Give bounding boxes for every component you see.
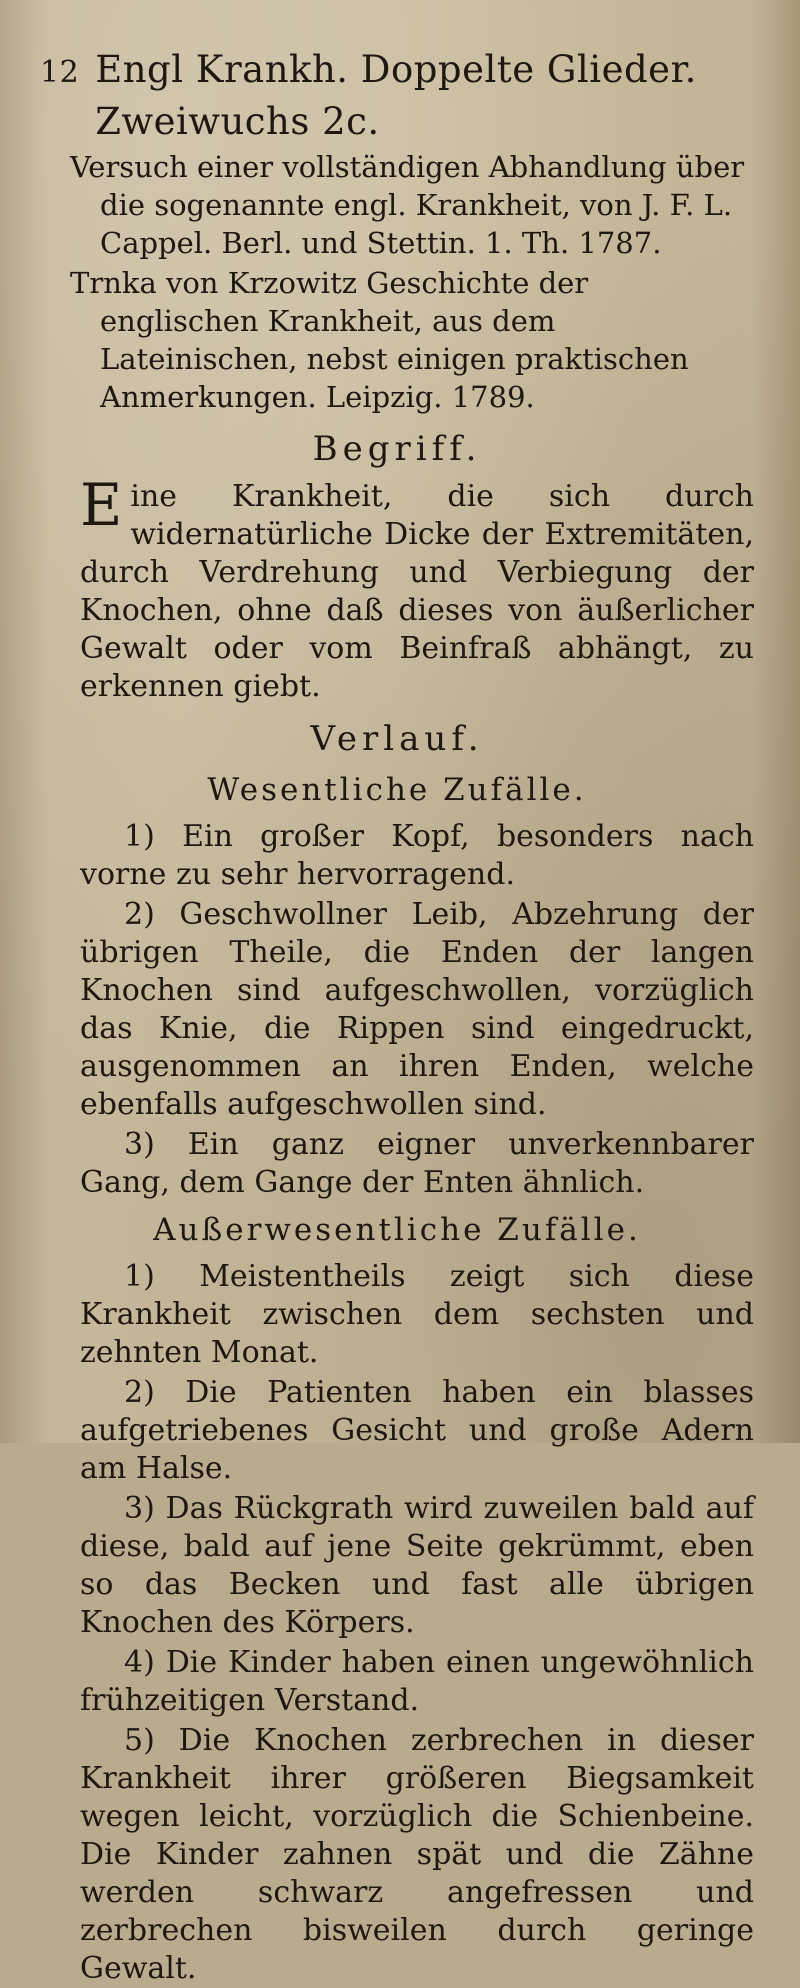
- wesentliche-item-1: 1) Ein großer Kopf, besonders nach vorne zu sehr hervorragend.: [80, 819, 754, 892]
- ausserwesentliche-item-3: 3) Das Rückgrath wird zuweilen bald auf diese, bald auf jene Seite gekrümmt, eben so das Becken und fast alle übrigen Knochen des Körpers.: [80, 1491, 754, 1640]
- ausserwesentliche-item-5: 5) Die Knochen zerbrechen in dieser Krankheit ihrer größeren Biegsamkeit wegen leicht, vorzüglich die Schienbeine. Die Kinder zahnen spät und die Zähne werden schwarz angefressen und zerbrechen bisweilen durch geringe Gewalt.: [80, 1723, 754, 1986]
- subheading-ausserwesentliche: Außerwesentliche Zufälle.: [153, 1212, 641, 1248]
- page-number: 12: [40, 55, 80, 90]
- section-heading-verlauf: Verlauf.: [310, 719, 484, 759]
- ausserwesentliche-item-2: 2) Die Patienten haben ein blasses aufgetriebenes Gesicht und große Adern am Halse.: [80, 1375, 754, 1486]
- section-heading-begriff: Begriff.: [312, 429, 482, 469]
- wesentliche-item-3: 3) Ein ganz eigner unverkennbarer Gang, dem Gange der Enten ähnlich.: [80, 1127, 754, 1200]
- drop-cap: E: [80, 471, 123, 539]
- definition-text: ine Krankheit, die sich durch widernatürliche Dicke der Extremitäten, durch Verdrehung und Verbiegung der Knochen, ohne daß dieses von äußerlicher Gewalt oder vom Beinfraß abhängt, zu erkennen giebt.: [80, 479, 754, 704]
- ausserwesentliche-item-4: 4) Die Kinder haben einen ungewöhnlich frühzeitigen Verstand.: [80, 1645, 754, 1718]
- definition-paragraph: [80, 471, 754, 706]
- reference-1: Versuch einer vollständigen Abhandlung über die sogenannte engl. Krankheit, von J. F. L. Cappel. Berl. und Stettin. 1. Th. 1787.: [70, 150, 745, 260]
- subheading-wesentliche: Wesentliche Zufälle.: [207, 772, 587, 808]
- wesentliche-item-2: 2) Geschwollner Leib, Abzehrung der übrigen Theile, die Enden der langen Knochen sind aufgeschwollen, vorzüglich das Knie, die Rippen sind eingedruckt, ausgenommen an ihren Enden, welche ebenfalls aufgeschwollen sind.: [80, 897, 754, 1122]
- page-header: [40, 44, 754, 148]
- reference-2: Trnka von Krzowitz Geschichte der englischen Krankheit, aus dem Lateinischen, nebst einigen praktischen Anmerkungen. Leipzig. 1789.: [70, 266, 689, 414]
- running-title: Engl Krankh. Doppelte Glieder. Zweiwuchs 2c.: [95, 48, 697, 143]
- ausserwesentliche-item-1: 1) Meistentheils zeigt sich diese Krankheit zwischen dem sechsten und zehnten Monat.: [80, 1259, 754, 1370]
